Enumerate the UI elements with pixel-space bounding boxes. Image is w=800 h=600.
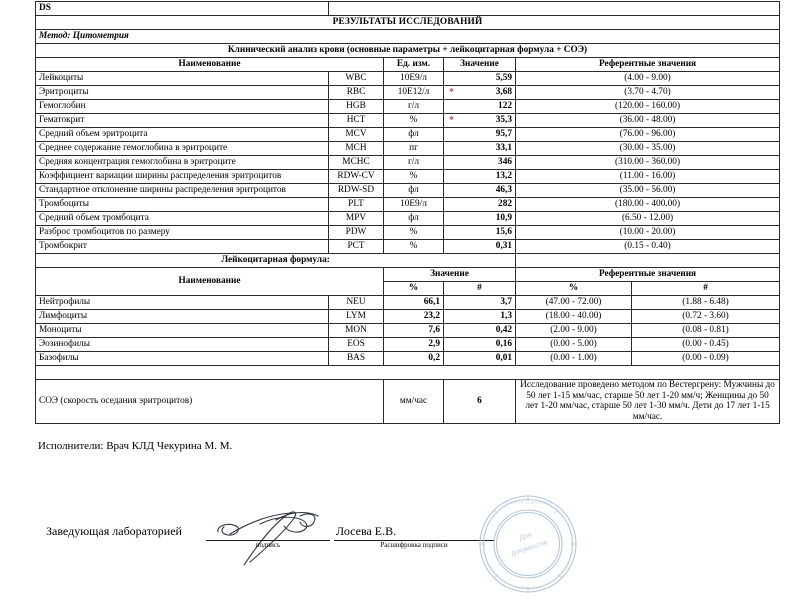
ds-blank-cell [329,2,780,16]
leuko-name: Моноциты [36,324,329,338]
table-row [36,324,780,338]
table-row [36,170,780,184]
leuko-value-pct: 23,2 [384,310,444,324]
analyte-name: Средний объем тромбоцита [36,212,329,226]
analyte-value: 33,1 [444,142,516,156]
leuko-name: Нейтрофилы [36,296,329,310]
analyte-abbr: PLT [329,198,384,212]
table-row [36,296,780,310]
analyte-name: Стандартное отклонение ширины распределения эритроцитов [36,184,329,198]
analyte-value: 15,6 [444,226,516,240]
leuko-reference-pct: (2.00 - 9.00) [516,324,632,338]
analyte-unit: 10E12/л [384,86,444,100]
leuko-section-title: Лейкоцитарная формула: [36,254,516,268]
leuko-name: Базофилы [36,352,329,366]
analyte-reference: (10.00 - 20.00) [516,226,780,240]
abnormal-flag-icon: * [449,114,454,126]
analyte-name: Тромбокрит [36,240,329,254]
analyte-unit: фл [384,128,444,142]
leuko-reference-pct: (47.00 - 72.00) [516,296,632,310]
analyte-abbr: MCV [329,128,384,142]
table-row [36,156,780,170]
leuko-value-abs: 1,3 [444,310,516,324]
analyte-value: 95,7 [444,128,516,142]
leuko-col-header-ref-pct: % [516,282,632,296]
analyte-abbr: PDW [329,226,384,240]
method-label: Метод: Цитометрия [36,30,780,44]
analyte-unit: фл [384,212,444,226]
leuko-abbr: MON [329,324,384,338]
leuko-value-pct: 66,1 [384,296,444,310]
table-row [36,352,780,366]
row-subtitle [36,44,780,58]
analyte-name: Средняя концентрация гемоглобина в эритроците [36,156,329,170]
row-column-headers [36,58,780,72]
analyte-abbr: HGB [329,100,384,114]
analyte-value: * 35,3 [444,114,516,128]
analyte-name: Гематокрит [36,114,329,128]
analyte-value: 10,9 [444,212,516,226]
leuko-col-header-name: Наименование [36,268,384,296]
row-ds [36,2,780,16]
analyte-abbr: MPV [329,212,384,226]
analyte-name: Гемоглобин [36,100,329,114]
analyte-value: 122 [444,100,516,114]
leuko-abbr: LYM [329,310,384,324]
analyte-unit: 10E9/л [384,72,444,86]
analyte-value: 46,3 [444,184,516,198]
analyte-reference: (180.00 - 400.00) [516,198,780,212]
analyte-reference: (310.00 - 360.00) [516,156,780,170]
row-gap [36,366,780,380]
performers-line: Исполнители: Врач КЛД Чекурина М. М. [38,440,233,452]
leuko-value-abs: 3,7 [444,296,516,310]
analyte-abbr: RDW-SD [329,184,384,198]
leuko-value-abs: 0,16 [444,338,516,352]
row-leuko-title [36,254,780,268]
analyte-unit: % [384,226,444,240]
analyte-name: Разброс тромбоцитов по размеру [36,226,329,240]
signature-name-caption: Расшифровка подписи [380,541,448,549]
analyte-reference: (3.70 - 4.70) [516,86,780,100]
row-main-title [36,16,780,30]
analyte-name: Тромбоциты [36,198,329,212]
col-header-unit: Ед. изм. [384,58,444,72]
analyte-reference: (120.00 - 160.00) [516,100,780,114]
leuko-name: Лимфоциты [36,310,329,324]
analyte-unit: г/л [384,100,444,114]
lab-report-body [36,2,780,424]
leuko-reference-abs: (0.00 - 0.45) [632,338,780,352]
table-row [36,226,780,240]
leuko-name: Эозинофилы [36,338,329,352]
analyte-value: 13,2 [444,170,516,184]
analyte-reference: (36.00 - 48.00) [516,114,780,128]
leuko-col-header-value-abs: # [444,282,516,296]
leuko-abbr: EOS [329,338,384,352]
col-header-reference: Референтные значения [516,58,780,72]
analyte-name: Лейкоциты [36,72,329,86]
analyte-abbr: PCT [329,240,384,254]
analyte-value: 5,59 [444,72,516,86]
table-row [36,184,780,198]
table-row [36,212,780,226]
analyte-abbr: HCT [329,114,384,128]
leuko-value-abs: 0,01 [444,352,516,366]
gap-cell [36,366,780,380]
analyte-reference: (0.15 - 0.40) [516,240,780,254]
analyte-name: Эритроциты [36,86,329,100]
svg-text:документов: документов [510,539,549,558]
leuko-abbr: BAS [329,352,384,366]
ds-label: DS [36,2,329,16]
analyte-unit: фл [384,184,444,198]
analyte-value: 346 [444,156,516,170]
signature-name: Лосева Е.В. [336,524,397,538]
analyte-reference: (35.00 - 56.00) [516,184,780,198]
leuko-reference-abs: (0.00 - 0.09) [632,352,780,366]
panel-title: Клинический анализ крови (основные параметры + лейкоцитарная формула + СОЭ) [36,44,780,58]
table-row [36,338,780,352]
analyte-unit: % [384,114,444,128]
analyte-abbr: RBC [329,86,384,100]
leuko-reference-pct: (0.00 - 1.00) [516,352,632,366]
leuko-col-header-ref-abs: # [632,282,780,296]
table-row [36,114,780,128]
leuko-value-pct: 2,9 [384,338,444,352]
table-row [36,128,780,142]
esr-unit: мм/час [384,380,444,424]
leuko-reference-abs: (0.08 - 0.81) [632,324,780,338]
esr-value: 6 [444,380,516,424]
table-row [36,72,780,86]
col-header-value: Значение [444,58,516,72]
analyte-reference: (6.50 - 12.00) [516,212,780,226]
leuko-title-blank [516,254,780,268]
esr-reference: Исследование проведено методом по Вестергрену: Мужчины до 50 лет 1-15 мм/час, старше 50 лет 1-20 мм/ч; Женщины до 50 лет 1-20 мм/час, старше 50 лет 1-30 мм/ч. Дети до 17 лет 1-15 мм/час. [516,380,780,424]
leuko-reference-abs: (0.72 - 3.60) [632,310,780,324]
row-esr [36,380,780,424]
table-row [36,142,780,156]
leuko-value-pct: 7,6 [384,324,444,338]
leuko-col-header-value: Значение [384,268,516,282]
analyte-unit: % [384,240,444,254]
analyte-unit: 10E9/л [384,198,444,212]
table-row [36,240,780,254]
analyte-name: Средний объем эритроцита [36,128,329,142]
analyte-abbr: WBC [329,72,384,86]
row-leuko-header-top [36,268,780,282]
lab-report-table [35,1,780,424]
table-row [36,100,780,114]
table-row [36,86,780,100]
analyte-reference: (4.00 - 9.00) [516,72,780,86]
analyte-abbr: RDW-CV [329,170,384,184]
abnormal-flag-icon: * [449,86,454,98]
signature-role: Заведующая лабораторией [46,524,182,538]
leuko-col-header-value-pct: % [384,282,444,296]
analyte-unit: пг [384,142,444,156]
analyte-abbr: MCH [329,142,384,156]
leuko-value-abs: 0,42 [444,324,516,338]
leuko-reference-pct: (0.00 - 5.00) [516,338,632,352]
leuko-abbr: NEU [329,296,384,310]
svg-text:Для: Для [518,531,533,543]
analyte-name: Среднее содержание гемоглобина в эритроците [36,142,329,156]
analyte-unit: % [384,170,444,184]
svg-text:ИНН 27: ИНН 27 [519,585,537,590]
row-method [36,30,780,44]
leuko-reference-pct: (18.00 - 40.00) [516,310,632,324]
leuko-value-pct: 0,2 [384,352,444,366]
analyte-value: 0,31 [444,240,516,254]
page-title: РЕЗУЛЬТАТЫ ИССЛЕДОВАНИЙ [36,16,780,30]
analyte-reference: (76.00 - 96.00) [516,128,780,142]
table-row [36,310,780,324]
leuko-reference-abs: (1.88 - 6.48) [632,296,780,310]
col-header-name: Наименование [36,58,384,72]
table-row [36,198,780,212]
analyte-value: 282 [444,198,516,212]
svg-text:ФИЛИАЛ ХАБАРОВСК: ФИЛИАЛ ХАБАРОВСК [503,500,553,505]
signature-caption: подпись [255,541,281,549]
analyte-name: Коэффициент вариации ширины распределения эритроцитов [36,170,329,184]
analyte-unit: г/л [384,156,444,170]
analyte-abbr: MCHC [329,156,384,170]
analyte-reference: (30.00 - 35.00) [516,142,780,156]
leuko-col-header-reference: Референтные значения [516,268,780,282]
esr-name: СОЭ (скорость оседания эритроцитов) [36,380,384,424]
analyte-value: * 3,68 [444,86,516,100]
analyte-reference: (11.00 - 16.00) [516,170,780,184]
